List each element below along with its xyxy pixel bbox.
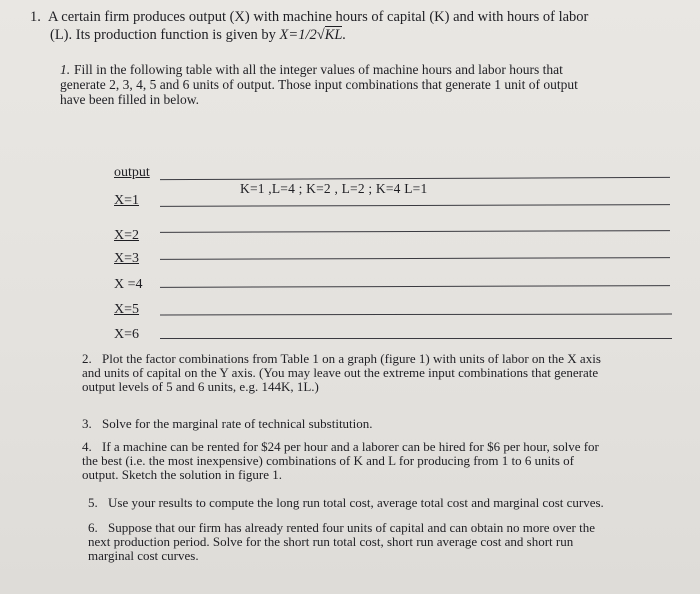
equation-radicand: KL <box>324 27 343 43</box>
question-2-line-1: Plot the factor combinations from Table 1 on a graph (figure 1) with units of labor on the X axis <box>102 351 601 366</box>
question-5-line-1: Use your results to compute the long run total cost, average total cost and marginal cost curves. <box>108 495 604 510</box>
table-line <box>160 257 670 260</box>
question-4-line-3: output. Sketch the solution in figure 1. <box>82 467 283 482</box>
question-4-line-2: the best (i.e. the most inexpensive) combinations of K and L for producing from 1 to 6 units of <box>82 453 574 468</box>
table-header-output: output <box>114 165 150 180</box>
question-4 <box>82 440 672 482</box>
question-2-line-3: output levels of 5 and 6 units, e.g. 144K, 1L.) <box>82 379 319 394</box>
equation-lhs: X=1/2 <box>279 27 317 43</box>
table-row-label: X=2 <box>114 228 140 243</box>
equation-end: . <box>342 27 347 43</box>
table-row-label: X=6 <box>114 327 140 342</box>
question-6-number: 6. <box>88 520 98 535</box>
table-line <box>160 230 670 233</box>
question-6-line-1: Suppose that our firm has already rented four units of capital and can obtain no more over the <box>108 520 595 535</box>
question-2-number: 2. <box>82 351 92 366</box>
table-line-header <box>160 177 670 180</box>
question-6-line-3: marginal cost curves. <box>88 548 199 563</box>
question-5-number: 5. <box>88 495 98 510</box>
table-line <box>160 314 672 316</box>
table-line <box>160 338 672 339</box>
table-line <box>160 285 670 288</box>
table-row-label: X=1 <box>114 193 140 208</box>
question-5 <box>88 496 678 510</box>
table-row-label: X=5 <box>114 302 140 317</box>
subquestion-1-number: 1. <box>60 62 71 77</box>
question-6 <box>88 521 678 563</box>
subquestion-1 <box>60 62 660 107</box>
question-1-number: 1. <box>30 9 41 25</box>
question-1 <box>30 8 670 44</box>
question-2-line-2: and units of capital on the Y axis. (You may leave out the extreme input combinations that generate <box>82 365 599 380</box>
subquestion-1-line-1: Fill in the following table with all the integer values of machine hours and labor hours that <box>74 62 563 77</box>
table-row-label: X=3 <box>114 251 140 266</box>
table-line <box>160 204 670 207</box>
sqrt-icon: √ <box>316 27 325 43</box>
table-row-label: X =4 <box>114 277 143 292</box>
question-4-number: 4. <box>82 439 92 454</box>
question-3 <box>82 417 672 431</box>
question-2 <box>82 352 672 394</box>
question-3-number: 3. <box>82 416 92 431</box>
question-4-line-1: If a machine can be rented for $24 per hour and a laborer can be hired for $6 per hour, solve for <box>102 439 599 454</box>
subquestion-1-line-3: have been filled in below. <box>60 92 199 107</box>
subquestion-1-line-2: generate 2, 3, 4, 5 and 6 units of output. Those input combinations that generate 1 unit of output <box>60 77 578 92</box>
production-function <box>280 26 347 43</box>
question-3-line-1: Solve for the marginal rate of technical substitution. <box>102 416 373 431</box>
question-1-line-1: A certain firm produces output (X) with machine hours of capital (K) and with hours of labor <box>48 9 589 25</box>
filled-answer-row-1: K=1 ,L=4 ; K=2 , L=2 ; K=4 L=1 <box>240 181 428 196</box>
question-1-line-2: (L). Its production function is given by <box>50 27 276 43</box>
question-6-line-2: next production period. Solve for the short run total cost, short run average cost and short run <box>88 534 574 549</box>
